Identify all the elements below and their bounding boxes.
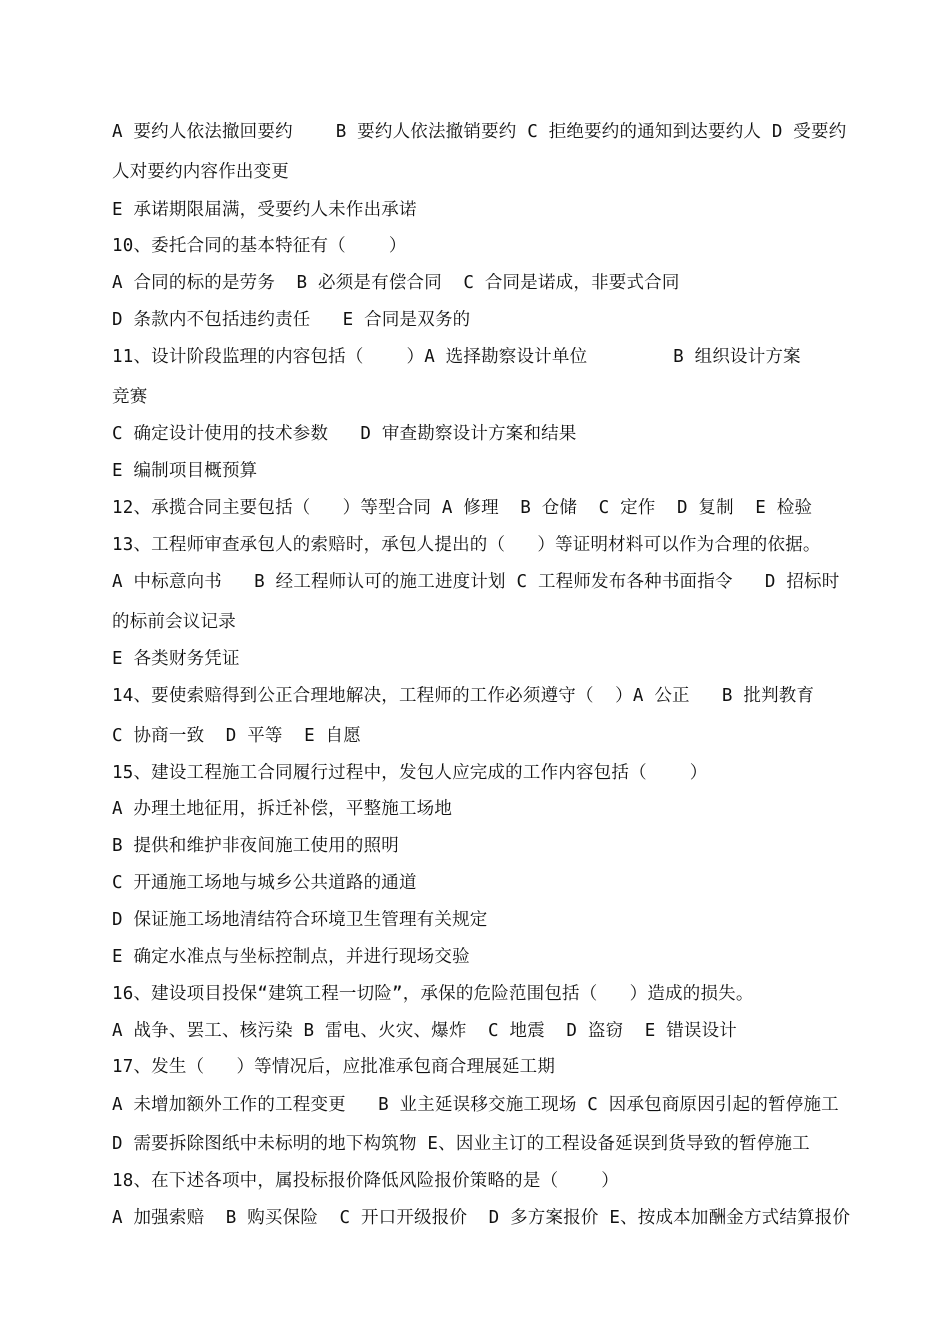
text-line: D 条款内不包括违约责任 E 合同是双务的 (112, 310, 471, 330)
text-line: C 协商一致 D 平等 E 自愿 (112, 726, 361, 746)
question-11: 11、设计阶段监理的内容包括（ ）A 选择勘察设计单位 B 组织设计方案 (112, 347, 801, 367)
text-line: E 承诺期限届满，受要约人未作出承诺 (112, 200, 417, 220)
text-line: A 未增加额外工作的工程变更 B 业主延误移交施工现场 C 因承包商原因引起的暂停施工 (112, 1095, 839, 1115)
text-line: D 保证施工场地清结符合环境卫生管理有关规定 (112, 910, 488, 930)
text-line: C 开通施工场地与城乡公共道路的通道 (112, 873, 417, 893)
question-18: 18、在下述各项中，属投标报价降低风险报价策略的是（ ） (112, 1171, 619, 1191)
question-10: 10、委托合同的基本特征有（ ） (112, 236, 407, 256)
text-line: D 需要拆除图纸中未标明的地下构筑物 E、因业主订的工程设备延误到货导致的暂停施工 (112, 1134, 810, 1154)
question-12: 12、承揽合同主要包括（ ）等型合同 A 修理 B 仓储 C 定作 D 复制 E 检验 (112, 498, 813, 518)
text-line: B 提供和维护非夜间施工使用的照明 (112, 836, 399, 856)
text-line: 人对要约内容作出变更 (112, 162, 289, 182)
text-line: A 加强索赔 B 购买保险 C 开口开级报价 D 多方案报价 E、按成本加酬金方式结算报价 (112, 1208, 851, 1228)
text-line: E 编制项目概预算 (112, 461, 258, 481)
text-line: C 确定设计使用的技术参数 D 审查勘察设计方案和结果 (112, 424, 577, 444)
text-line: E 各类财务凭证 (112, 649, 240, 669)
question-16: 16、建设项目投保“建筑工程一切险”，承保的危险范围包括（ ）造成的损失。 (112, 984, 754, 1004)
text-line: 的标前会议记录 (112, 612, 236, 632)
text-line: A 办理土地征用，拆迁补偿，平整施工场地 (112, 799, 453, 819)
question-13: 13、工程师审查承包人的索赔时，承包人提出的（ ）等证明材料可以作为合理的依据。 (112, 535, 821, 555)
question-15: 15、建设工程施工合同履行过程中，发包人应完成的工作内容包括（ ） (112, 763, 708, 783)
text-line: A 中标意向书 B 经工程师认可的施工进度计划 C 工程师发布各种书面指令 D 招标时 (112, 572, 840, 592)
question-14: 14、要使索赔得到公正合理地解决，工程师的工作必须遵守（ ）A 公正 B 批判教育 (112, 686, 815, 706)
text-line: A 要约人依法撤回要约 B 要约人依法撤销要约 C 拒绝要约的通知到达要约人 D 受要约 (112, 122, 847, 142)
question-17: 17、发生（ ）等情况后，应批准承包商合理展延工期 (112, 1057, 556, 1077)
text-line: 竞赛 (112, 387, 148, 407)
text-line: A 战争、罢工、核污染 B 雷电、火灾、爆炸 C 地震 D 盗窃 E 错误设计 (112, 1021, 738, 1041)
text-line: A 合同的标的是劳务 B 必须是有偿合同 C 合同是诺成，非要式合同 (112, 273, 680, 293)
text-line: E 确定水准点与坐标控制点，并进行现场交验 (112, 947, 470, 967)
